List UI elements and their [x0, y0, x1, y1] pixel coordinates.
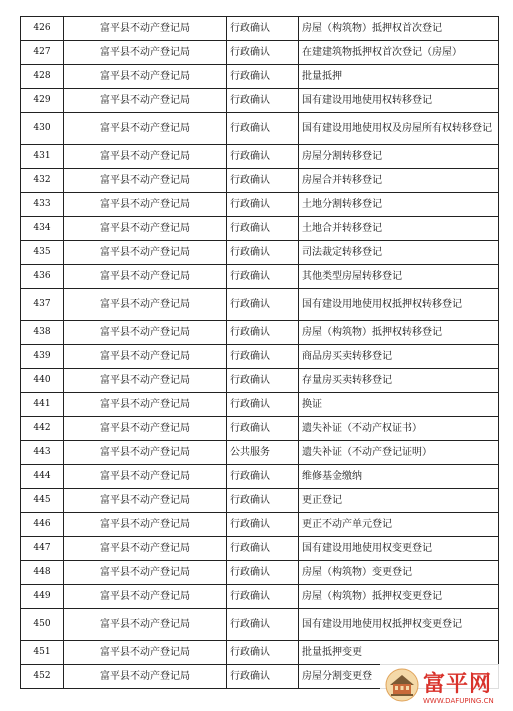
row-number: 439: [21, 345, 64, 369]
row-agency: 富平县不动产登记局: [64, 665, 227, 689]
row-agency: 富平县不动产登记局: [64, 17, 227, 41]
row-category: 行政确认: [227, 41, 299, 65]
row-category: 行政确认: [227, 289, 299, 321]
row-number: 432: [21, 169, 64, 193]
row-category: 行政确认: [227, 393, 299, 417]
row-number: 451: [21, 641, 64, 665]
table-row: [21, 145, 499, 169]
row-item: 房屋（构筑物）抵押权首次登记: [299, 17, 499, 41]
row-category: 行政确认: [227, 169, 299, 193]
row-item: 遗失补证（不动产登记证明）: [299, 441, 499, 465]
row-item: 土地分割转移登记: [299, 193, 499, 217]
row-category: 行政确认: [227, 665, 299, 689]
table-row: [21, 89, 499, 113]
row-category: 行政确认: [227, 217, 299, 241]
row-category: 行政确认: [227, 113, 299, 145]
table-row: [21, 489, 499, 513]
table-row: [21, 537, 499, 561]
row-number: 430: [21, 113, 64, 145]
table-row: [21, 465, 499, 489]
table-row: [21, 265, 499, 289]
table-row: [21, 113, 499, 145]
table-row: [21, 441, 499, 465]
row-item: 换证: [299, 393, 499, 417]
row-agency: 富平县不动产登记局: [64, 321, 227, 345]
row-item: 批量抵押: [299, 65, 499, 89]
site-watermark: [380, 664, 513, 711]
row-category: 行政确认: [227, 417, 299, 441]
house-logo-icon: [385, 668, 419, 702]
row-item: 国有建设用地使用权及房屋所有权转移登记: [299, 113, 499, 145]
row-number: 450: [21, 609, 64, 641]
row-category: 行政确认: [227, 537, 299, 561]
row-number: 443: [21, 441, 64, 465]
row-category: 行政确认: [227, 585, 299, 609]
table-row: [21, 369, 499, 393]
row-category: 行政确认: [227, 265, 299, 289]
row-item: 更正不动产单元登记: [299, 513, 499, 537]
row-item: 存量房买卖转移登记: [299, 369, 499, 393]
table-row: [21, 585, 499, 609]
row-category: 公共服务: [227, 441, 299, 465]
row-number: 442: [21, 417, 64, 441]
row-item: 房屋（构筑物）抵押权转移登记: [299, 321, 499, 345]
row-agency: 富平县不动产登记局: [64, 145, 227, 169]
row-agency: 富平县不动产登记局: [64, 369, 227, 393]
row-number: 441: [21, 393, 64, 417]
row-category: 行政确认: [227, 65, 299, 89]
row-agency: 富平县不动产登记局: [64, 561, 227, 585]
row-item: 国有建设用地使用权变更登记: [299, 537, 499, 561]
row-agency: 富平县不动产登记局: [64, 465, 227, 489]
watermark-name: 富平网: [423, 672, 493, 697]
table-row: [21, 321, 499, 345]
row-category: 行政确认: [227, 17, 299, 41]
row-item: 房屋分割变更登: [299, 665, 499, 689]
row-number: 433: [21, 193, 64, 217]
row-number: 448: [21, 561, 64, 585]
table-row: [21, 561, 499, 585]
row-number: 426: [21, 17, 64, 41]
row-agency: 富平县不动产登记局: [64, 417, 227, 441]
row-item: 土地合并转移登记: [299, 217, 499, 241]
row-agency: 富平县不动产登记局: [64, 345, 227, 369]
row-number: 429: [21, 89, 64, 113]
row-item: 批量抵押变更: [299, 641, 499, 665]
row-agency: 富平县不动产登记局: [64, 513, 227, 537]
row-category: 行政确认: [227, 145, 299, 169]
row-category: 行政确认: [227, 89, 299, 113]
row-category: 行政确认: [227, 369, 299, 393]
row-number: 444: [21, 465, 64, 489]
row-agency: 富平县不动产登记局: [64, 585, 227, 609]
row-number: 437: [21, 289, 64, 321]
row-agency: 富平县不动产登记局: [64, 241, 227, 265]
row-item: 司法裁定转移登记: [299, 241, 499, 265]
row-category: 行政确认: [227, 641, 299, 665]
row-agency: 富平县不动产登记局: [64, 265, 227, 289]
row-agency: 富平县不动产登记局: [64, 217, 227, 241]
table-row: [21, 289, 499, 321]
row-agency: 富平县不动产登记局: [64, 641, 227, 665]
table-row: [21, 641, 499, 665]
row-number: 445: [21, 489, 64, 513]
table-row: [21, 513, 499, 537]
table-row: [21, 217, 499, 241]
row-agency: 富平县不动产登记局: [64, 41, 227, 65]
row-item: 更正登记: [299, 489, 499, 513]
table-row: [21, 41, 499, 65]
table-row: [21, 393, 499, 417]
row-agency: 富平县不动产登记局: [64, 537, 227, 561]
table-row: [21, 193, 499, 217]
row-agency: 富平县不动产登记局: [64, 289, 227, 321]
row-number: 436: [21, 265, 64, 289]
row-item: 国有建设用地使用权转移登记: [299, 89, 499, 113]
row-category: 行政确认: [227, 193, 299, 217]
row-item: 房屋分割转移登记: [299, 145, 499, 169]
row-category: 行政确认: [227, 321, 299, 345]
row-agency: 富平县不动产登记局: [64, 489, 227, 513]
row-item: 房屋（构筑物）变更登记: [299, 561, 499, 585]
watermark-url: WWW.DAFUPING.CN: [423, 697, 494, 705]
row-category: 行政确认: [227, 489, 299, 513]
row-agency: 富平县不动产登记局: [64, 169, 227, 193]
row-number: 428: [21, 65, 64, 89]
row-number: 449: [21, 585, 64, 609]
row-number: 438: [21, 321, 64, 345]
row-item: 遗失补证（不动产权证书）: [299, 417, 499, 441]
row-item: 房屋（构筑物）抵押权变更登记: [299, 585, 499, 609]
row-category: 行政确认: [227, 513, 299, 537]
row-agency: 富平县不动产登记局: [64, 609, 227, 641]
table-row: [21, 345, 499, 369]
row-item: 维修基金缴纳: [299, 465, 499, 489]
row-agency: 富平县不动产登记局: [64, 193, 227, 217]
row-agency: 富平县不动产登记局: [64, 113, 227, 145]
row-number: 431: [21, 145, 64, 169]
row-agency: 富平县不动产登记局: [64, 65, 227, 89]
row-category: 行政确认: [227, 561, 299, 585]
row-number: 447: [21, 537, 64, 561]
table-row: [21, 609, 499, 641]
row-item: 其他类型房屋转移登记: [299, 265, 499, 289]
row-number: 434: [21, 217, 64, 241]
row-number: 446: [21, 513, 64, 537]
row-item: 房屋合并转移登记: [299, 169, 499, 193]
row-item: 国有建设用地使用权抵押权变更登记: [299, 609, 499, 641]
table-row: [21, 169, 499, 193]
row-category: 行政确认: [227, 345, 299, 369]
row-item: 在建建筑物抵押权首次登记（房屋）: [299, 41, 499, 65]
table-row: [21, 241, 499, 265]
table-row: [21, 17, 499, 41]
row-agency: 富平县不动产登记局: [64, 441, 227, 465]
row-number: 452: [21, 665, 64, 689]
row-agency: 富平县不动产登记局: [64, 89, 227, 113]
table-body: [21, 17, 499, 689]
row-number: 427: [21, 41, 64, 65]
table-row: [21, 65, 499, 89]
row-category: 行政确认: [227, 465, 299, 489]
row-item: 商品房买卖转移登记: [299, 345, 499, 369]
registration-items-table: [20, 16, 499, 689]
row-category: 行政确认: [227, 609, 299, 641]
table-row: [21, 417, 499, 441]
row-number: 440: [21, 369, 64, 393]
row-item: 国有建设用地使用权抵押权转移登记: [299, 289, 499, 321]
row-number: 435: [21, 241, 64, 265]
row-category: 行政确认: [227, 241, 299, 265]
row-agency: 富平县不动产登记局: [64, 393, 227, 417]
